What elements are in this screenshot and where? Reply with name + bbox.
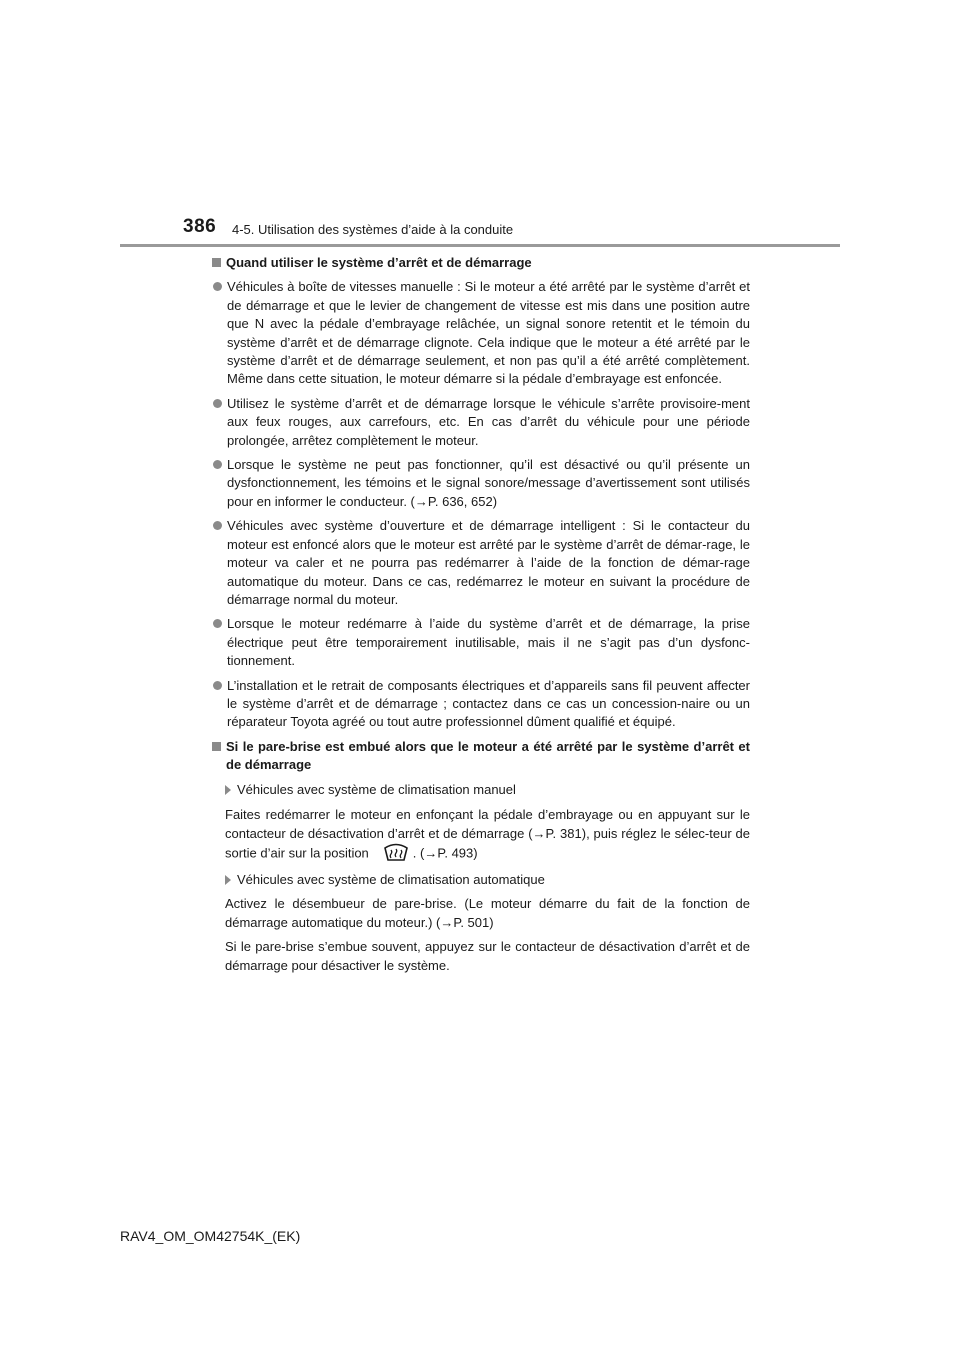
list-item-text: Véhicules à boîte de vitesses manuelle : Si le moteur a été arrêté par le système d’arrêt et de démarrage et que le levier de changement de vitesse est mis dans une position autre que N avec la pédale d’embrayage relâchée, un signal sonore retentit et le témoin du système d’arrêt et de démarrage clignote. Cela indique que le moteur a été arrêté par le système d’arrêt et de démarrage seulement, et non pas qu’il a été arrêté complètement. Même dans cette situation, le moteur démarre si la pédale d’embrayage est enfoncée. [227, 279, 750, 387]
heading-text: Quand utiliser le système d’arrêt et de démarrage [226, 255, 532, 270]
paragraph-text-after-icon: . (→P. 493) [412, 845, 478, 861]
list-item [212, 456, 750, 511]
subheading-automatic-ac [225, 871, 750, 889]
list-item-text: L’installation et le retrait de composants électriques et d’appareils sans fil peuvent affecter le système d’arrêt et de démarrage ; contactez dans ce cas un concession-naire ou un réparateur Toyota agréé ou tout autre professionnel dûment qualifié et équipé. [227, 677, 750, 730]
paragraph-manual-ac [225, 805, 750, 865]
subheading-text: Véhicules avec système de climatisation manuel [237, 781, 516, 797]
round-bullet-icon [213, 460, 222, 469]
subheading-text: Véhicules avec système de climatisation automatique [237, 871, 545, 887]
heading-text: Si le pare-brise est embué alors que le moteur a été arrêté par le système d’arrêt et de démarrage [226, 738, 750, 773]
page-header [0, 0, 960, 250]
list-item-text: Lorsque le système ne peut pas fonctionner, qu’il est désactivé ou qu’il présente un dysfonctionnement, les témoins et le signal sonore/message d’avertissement sont utilisés pour en informer le conducteur. (→P. 636, 652) [227, 457, 750, 509]
section-title: 4-5. Utilisation des systèmes d’aide à la conduite [232, 222, 514, 237]
round-bullet-icon [213, 619, 222, 628]
subheading-manual-ac [225, 781, 750, 799]
round-bullet-icon [213, 399, 222, 408]
header-rule [120, 244, 840, 247]
paragraph-automatic-ac-note: Si le pare-brise s’embue souvent, appuyez sur le contacteur de désactivation d’arrêt et de démarrage pour désactiver le système. [225, 939, 750, 973]
paragraph-text: Faites redémarrer le moteur en enfonçant la pédale d’embrayage ou en appuyant sur le contacteur de désactivation d’arrêt et de démarrage (→P. 381), puis réglez le sélec-teur de sortie d’air sur la position [225, 806, 750, 861]
windshield-defroster-icon [383, 839, 409, 865]
round-bullet-icon [213, 681, 222, 690]
square-bullet-icon [212, 742, 221, 751]
round-bullet-icon [213, 282, 222, 291]
document-code: RAV4_OM_OM42754K_(EK) [120, 1228, 301, 1244]
list-item [212, 615, 750, 670]
round-bullet-icon [213, 521, 222, 530]
page-content [212, 254, 750, 981]
list-item-text: Lorsque le moteur redémarre à l’aide du système d’arrêt et de démarrage, la prise électrique peut être temporairement inutilisable, mais il ne s’agit pas d’un dysfonc-tionnement. [227, 616, 750, 669]
section-heading-when-to-use [212, 254, 750, 272]
paragraph-automatic-ac: Activez le désembueur de pare-brise. (Le moteur démarre du fait de la fonction de démarrage automatique du moteur.) (→P. 501) [225, 896, 750, 930]
triangle-bullet-icon [225, 785, 231, 795]
triangle-bullet-icon [225, 875, 231, 885]
list-item-text: Véhicules avec système d’ouverture et de démarrage intelligent : Si le contacteur du moteur est enfoncé alors que le moteur est arrêté par le système d’arrêt de démar-rage, le moteur va caler et ne pourra pas redémarrer à l’aide de la fonction de démar-rage automatique du moteur. Dans ce cas, redémarrez le moteur en suivant la procédure de démarrage normal du moteur. [227, 518, 750, 607]
list-item-text: Utilisez le système d’arrêt et de démarrage lorsque le véhicule s’arrête provisoire-ment aux feux rouges, aux carrefours, etc. En cas d’arrêt du véhicule pour une période prolongée, arrêtez complètement le moteur. [227, 395, 750, 448]
list-item [212, 677, 750, 732]
page-number: 386 [183, 216, 217, 237]
square-bullet-icon [212, 258, 221, 267]
list-item [212, 278, 750, 388]
list-item [212, 395, 750, 450]
list-item [212, 517, 750, 609]
section-heading-fogged-windshield [212, 738, 750, 775]
